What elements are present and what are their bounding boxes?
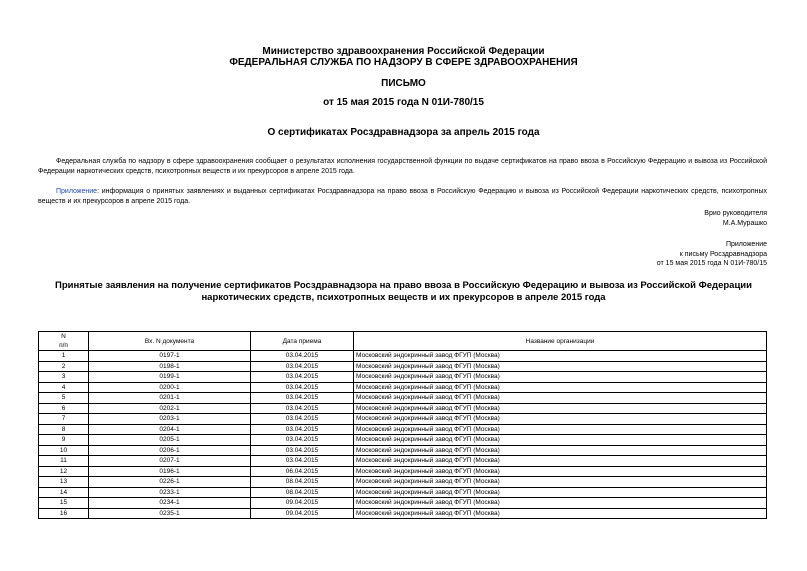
row-organization: Московский эндокринный завод ФГУП (Москва) bbox=[354, 487, 767, 498]
table-row bbox=[39, 393, 767, 404]
document-subject: О сертификатах Росздравнадзора за апрель 2015 года bbox=[267, 127, 540, 138]
row-date: 03.04.2015 bbox=[251, 424, 354, 435]
row-organization: Московский эндокринный завод ФГУП (Москва) bbox=[354, 456, 767, 467]
row-number: 11 bbox=[39, 456, 89, 467]
row-number: 8 bbox=[39, 424, 89, 435]
row-organization: Московский эндокринный завод ФГУП (Москва) bbox=[354, 351, 767, 362]
row-doc-number: 0204-1 bbox=[89, 424, 251, 435]
row-number: 4 bbox=[39, 382, 89, 393]
row-organization: Московский эндокринный завод ФГУП (Москва) bbox=[354, 382, 767, 393]
row-number: 16 bbox=[39, 508, 89, 519]
row-date: 03.04.2015 bbox=[251, 372, 354, 383]
row-number: 15 bbox=[39, 498, 89, 509]
row-date: 03.04.2015 bbox=[251, 456, 354, 467]
signature-block bbox=[704, 209, 767, 228]
table-row bbox=[39, 382, 767, 393]
appendix-line-3: от 15 мая 2015 года N 01И-780/15 bbox=[656, 260, 767, 267]
row-number: 7 bbox=[39, 414, 89, 425]
table-row bbox=[39, 445, 767, 456]
row-doc-number: 0207-1 bbox=[89, 456, 251, 467]
row-doc-number: 0205-1 bbox=[89, 435, 251, 446]
row-doc-number: 0202-1 bbox=[89, 403, 251, 414]
row-number: 12 bbox=[39, 466, 89, 477]
header-doc-number: Вх. N документа bbox=[89, 332, 251, 351]
row-number: 9 bbox=[39, 435, 89, 446]
row-number: 2 bbox=[39, 361, 89, 372]
table-row bbox=[39, 424, 767, 435]
row-organization: Московский эндокринный завод ФГУП (Москва) bbox=[354, 508, 767, 519]
row-organization: Московский эндокринный завод ФГУП (Москва) bbox=[354, 477, 767, 488]
row-doc-number: 0200-1 bbox=[89, 382, 251, 393]
row-number: 10 bbox=[39, 445, 89, 456]
row-organization: Московский эндокринный завод ФГУП (Москва) bbox=[354, 424, 767, 435]
table-row bbox=[39, 466, 767, 477]
row-organization: Московский эндокринный завод ФГУП (Москва) bbox=[354, 498, 767, 509]
row-organization: Московский эндокринный завод ФГУП (Москва) bbox=[354, 435, 767, 446]
row-doc-number: 0234-1 bbox=[89, 498, 251, 509]
attachment-paragraph bbox=[38, 187, 767, 206]
row-date: 03.04.2015 bbox=[251, 414, 354, 425]
row-organization: Московский эндокринный завод ФГУП (Москва) bbox=[354, 403, 767, 414]
row-date: 03.04.2015 bbox=[251, 361, 354, 372]
table-row bbox=[39, 487, 767, 498]
row-doc-number: 0198-1 bbox=[89, 361, 251, 372]
table-row bbox=[39, 508, 767, 519]
row-doc-number: 0201-1 bbox=[89, 393, 251, 404]
table-row bbox=[39, 351, 767, 362]
row-date: 06.04.2015 bbox=[251, 466, 354, 477]
row-organization: Московский эндокринный завод ФГУП (Москва) bbox=[354, 414, 767, 425]
header-number-line2: п/п bbox=[59, 342, 68, 349]
appendix-line-2: к письму Росздравнадзора bbox=[679, 250, 767, 258]
table-row bbox=[39, 372, 767, 383]
signature-position: Врио руководителя bbox=[704, 210, 767, 217]
row-organization: Московский эндокринный завод ФГУП (Москва) bbox=[354, 466, 767, 477]
attachment-link[interactable]: Приложение bbox=[56, 188, 98, 195]
ministry-name: Министерство здравоохранения Российской Федерации bbox=[262, 46, 545, 57]
row-date: 08.04.2015 bbox=[251, 477, 354, 488]
row-doc-number: 0206-1 bbox=[89, 445, 251, 456]
row-date: 03.04.2015 bbox=[251, 393, 354, 404]
row-organization: Московский эндокринный завод ФГУП (Москва) bbox=[354, 361, 767, 372]
row-doc-number: 0233-1 bbox=[89, 487, 251, 498]
document-date: от 15 мая 2015 года N 01И-780/15 bbox=[323, 97, 484, 108]
table-row bbox=[39, 403, 767, 414]
row-doc-number: 0226-1 bbox=[89, 477, 251, 488]
row-number: 13 bbox=[39, 477, 89, 488]
document-type: ПИСЬМО bbox=[381, 78, 426, 89]
table-row bbox=[39, 361, 767, 372]
row-date: 09.04.2015 bbox=[251, 498, 354, 509]
row-date: 09.04.2015 bbox=[251, 508, 354, 519]
appendix-reference bbox=[657, 240, 767, 269]
row-number: 6 bbox=[39, 403, 89, 414]
header-date: Дата приема bbox=[251, 332, 354, 351]
row-date: 03.04.2015 bbox=[251, 382, 354, 393]
row-doc-number: 0235-1 bbox=[89, 508, 251, 519]
row-doc-number: 0199-1 bbox=[89, 372, 251, 383]
service-name: ФЕДЕРАЛЬНАЯ СЛУЖБА ПО НАДЗОРУ В СФЕРЕ ЗДРАВООХРАНЕНИЯ bbox=[229, 57, 578, 68]
row-date: 03.04.2015 bbox=[251, 403, 354, 414]
row-date: 08.04.2015 bbox=[251, 487, 354, 498]
table-row bbox=[39, 498, 767, 509]
row-date: 03.04.2015 bbox=[251, 351, 354, 362]
row-organization: Московский эндокринный завод ФГУП (Москва) bbox=[354, 393, 767, 404]
table-row bbox=[39, 414, 767, 425]
row-doc-number: 0203-1 bbox=[89, 414, 251, 425]
row-number: 3 bbox=[39, 372, 89, 383]
header-number-line1: N bbox=[61, 333, 66, 340]
row-doc-number: 0196-1 bbox=[89, 466, 251, 477]
header-organization: Название организации bbox=[354, 332, 767, 351]
table-row bbox=[39, 477, 767, 488]
table-row bbox=[39, 435, 767, 446]
appendix-line-1: Приложение bbox=[725, 241, 767, 248]
row-number: 14 bbox=[39, 487, 89, 498]
row-date: 03.04.2015 bbox=[251, 445, 354, 456]
row-doc-number: 0197-1 bbox=[89, 351, 251, 362]
signature-name: М.А.Мурашко bbox=[722, 219, 767, 227]
table-row bbox=[39, 456, 767, 467]
row-date: 03.04.2015 bbox=[251, 435, 354, 446]
row-number: 5 bbox=[39, 393, 89, 404]
row-organization: Московский эндокринный завод ФГУП (Москва) bbox=[354, 445, 767, 456]
table-title: Принятые заявления на получение сертификатов Росздравнадзора на право ввоза в Российскую Федерацию и вывоза из Российской Федерации наркотических средств, психотропных веществ и их прекурсоров в апреле 2015 года bbox=[55, 280, 752, 303]
row-number: 1 bbox=[39, 351, 89, 362]
applications-table bbox=[38, 331, 767, 519]
attachment-text: : информация о принятых заявлениях и выданных сертификатах Росздравнадзора на право ввоза в Российскую Федерацию и вывоза из Российской Федерации наркотических средств, психотропных веществ и их прекурсоров в апреле 2015 года. bbox=[38, 188, 767, 205]
row-organization: Московский эндокринный завод ФГУП (Москва) bbox=[354, 372, 767, 383]
body-paragraph: Федеральная служба по надзору в сфере здравоохранения сообщает о результатах исполнения государственной функции по выдаче сертификатов на право ввоза в Российскую Федерацию и вывоза из Российской Федерации наркотических средств, психотропных веществ и их прекурсоров в апреле 2015 года. bbox=[38, 158, 767, 175]
header-number bbox=[39, 332, 89, 351]
table-header-row bbox=[39, 332, 767, 351]
